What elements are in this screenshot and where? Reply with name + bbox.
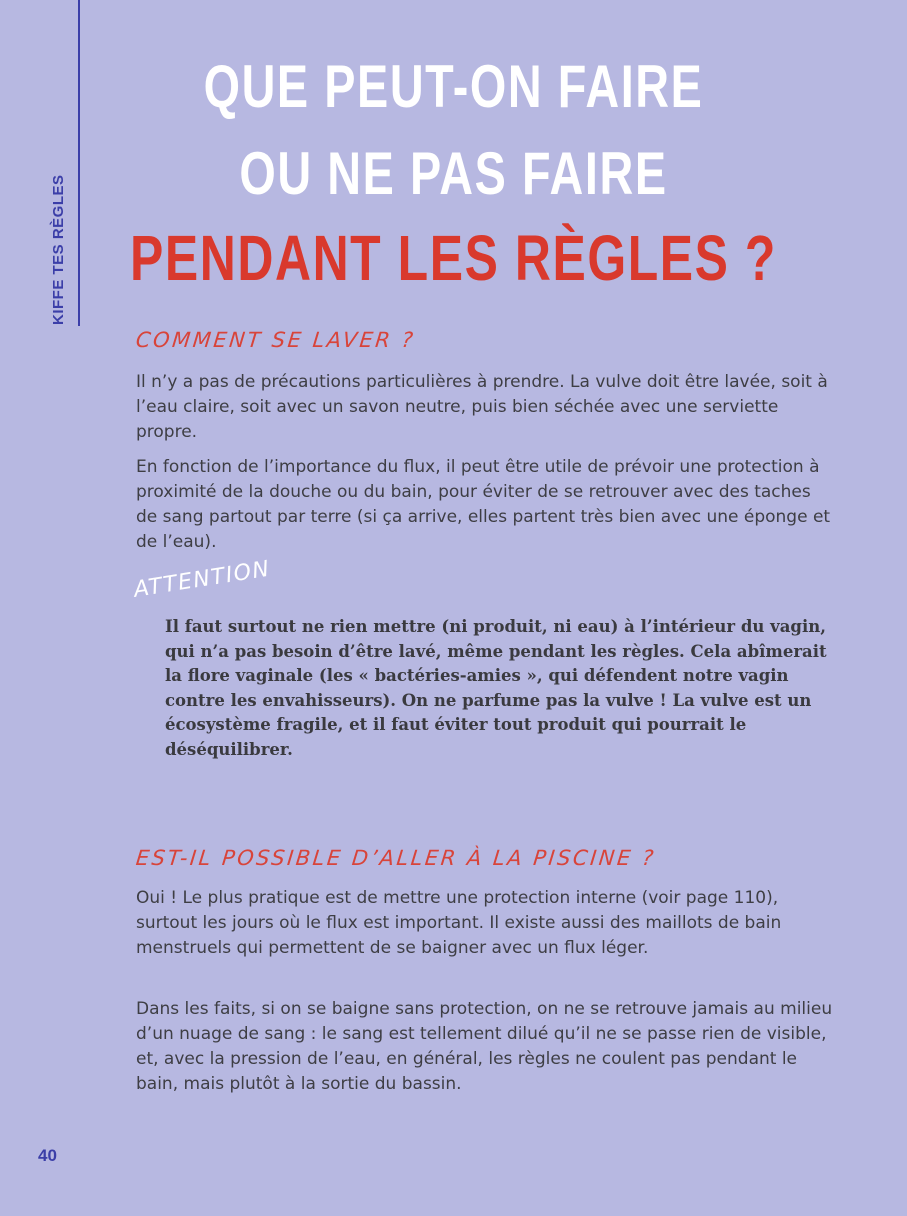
section-heading-pool: EST-IL POSSIBLE D’ALLER À LA PISCINE ? <box>134 846 657 870</box>
attention-label: ATTENTION <box>132 556 273 603</box>
pool-paragraph-1: Oui ! Le plus pratique est de mettre une protection interne (voir page 110), surtout les jours où le flux est important. Il existe aussi des maillots de bain menstruels qui permettent de se baigner avec un flux léger. <box>136 888 782 958</box>
washing-paragraph-1: Il n’y a pas de précautions particulières à prendre. La vulve doit être lavée, soit à l’eau claire, soit avec un savon neutre, puis bien séchée avec une serviette propre. <box>136 372 828 442</box>
sidebar-label: KIFFE TES RÈGLES <box>50 174 67 325</box>
attention-text: Il faut surtout ne rien mettre (ni produit, ni eau) à l’intérieur du vagin, qui n’a pas besoin d’être lavé, même pendant les règles. Cela abîmerait la flore vaginale (les « bactéries-amies », qui défendent notre vagin contre les envahisseurs). On ne parfume pas la vulve ! La vulve est un écosystème fragile, et il faut éviter tout produit qui pourrait le déséquilibrer. <box>165 617 827 759</box>
page-title-line-1: QUE PEUT-ON FAIRE <box>203 53 704 120</box>
washing-paragraph-2: En fonction de l’importance du flux, il peut être utile de prévoir une protection à proximité de la douche ou du bain, pour éviter de se retrouver avec des taches de sang partout par terre (si ça arrive, elles partent très bien avec une éponge et de l’eau). <box>136 457 831 552</box>
page-title-line-3: PENDANT LES RÈGLES ? <box>130 222 777 294</box>
pool-paragraph-2: Dans les faits, si on se baigne sans protection, on ne se retrouve jamais au milieu d’un nuage de sang : le sang est tellement dilué qu’il ne se passe rien de visible, et, avec la pression de l’eau, en général, les règles ne coulent pas pendant le bain, mais plutôt à la sortie du bassin. <box>136 999 833 1094</box>
page-title-line-2: OU NE PAS FAIRE <box>239 140 668 207</box>
page-number: 40 <box>38 1146 57 1165</box>
sidebar-divider <box>78 0 80 326</box>
section-heading-washing: COMMENT SE LAVER ? <box>134 328 417 352</box>
